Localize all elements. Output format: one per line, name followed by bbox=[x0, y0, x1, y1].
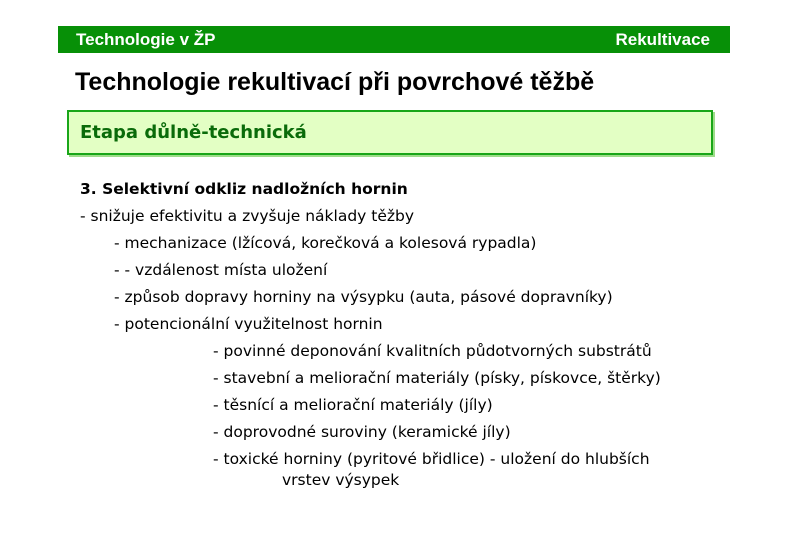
header-bar bbox=[58, 26, 730, 53]
list-item: - stavební a meliorační materiály (písky, pískovce, štěrky) bbox=[213, 369, 661, 387]
list-item: - snižuje efektivitu a zvyšuje náklady těžby bbox=[80, 207, 415, 225]
section-heading: 3. Selektivní odkliz nadložních hornin bbox=[80, 180, 408, 198]
list-item: - způsob dopravy horniny na výsypku (auta, pásové dopravníky) bbox=[114, 288, 613, 306]
list-item: - - vzdálenost místa uložení bbox=[114, 261, 328, 279]
list-item: - doprovodné suroviny (keramické jíly) bbox=[213, 423, 511, 441]
list-item: - potencionální využitelnost hornin bbox=[114, 315, 383, 333]
stage-label: Etapa důlně-technická bbox=[80, 122, 307, 143]
stage-box bbox=[67, 110, 713, 155]
header-topic: Rekultivace bbox=[615, 30, 710, 49]
slide-title: Technologie rekultivací při povrchové těžbě bbox=[75, 68, 595, 96]
list-item-continuation: vrstev výsypek bbox=[282, 471, 400, 489]
list-item: - toxické horniny (pyritové břidlice) - uložení do hlubších bbox=[213, 450, 650, 468]
header-course-title: Technologie v ŽP bbox=[76, 30, 216, 49]
list-item: - těsnící a meliorační materiály (jíly) bbox=[213, 396, 493, 414]
list-item: - povinné deponování kvalitních půdotvorných substrátů bbox=[213, 342, 652, 360]
list-item: - mechanizace (lžícová, korečková a kolesová rypadla) bbox=[114, 234, 537, 252]
